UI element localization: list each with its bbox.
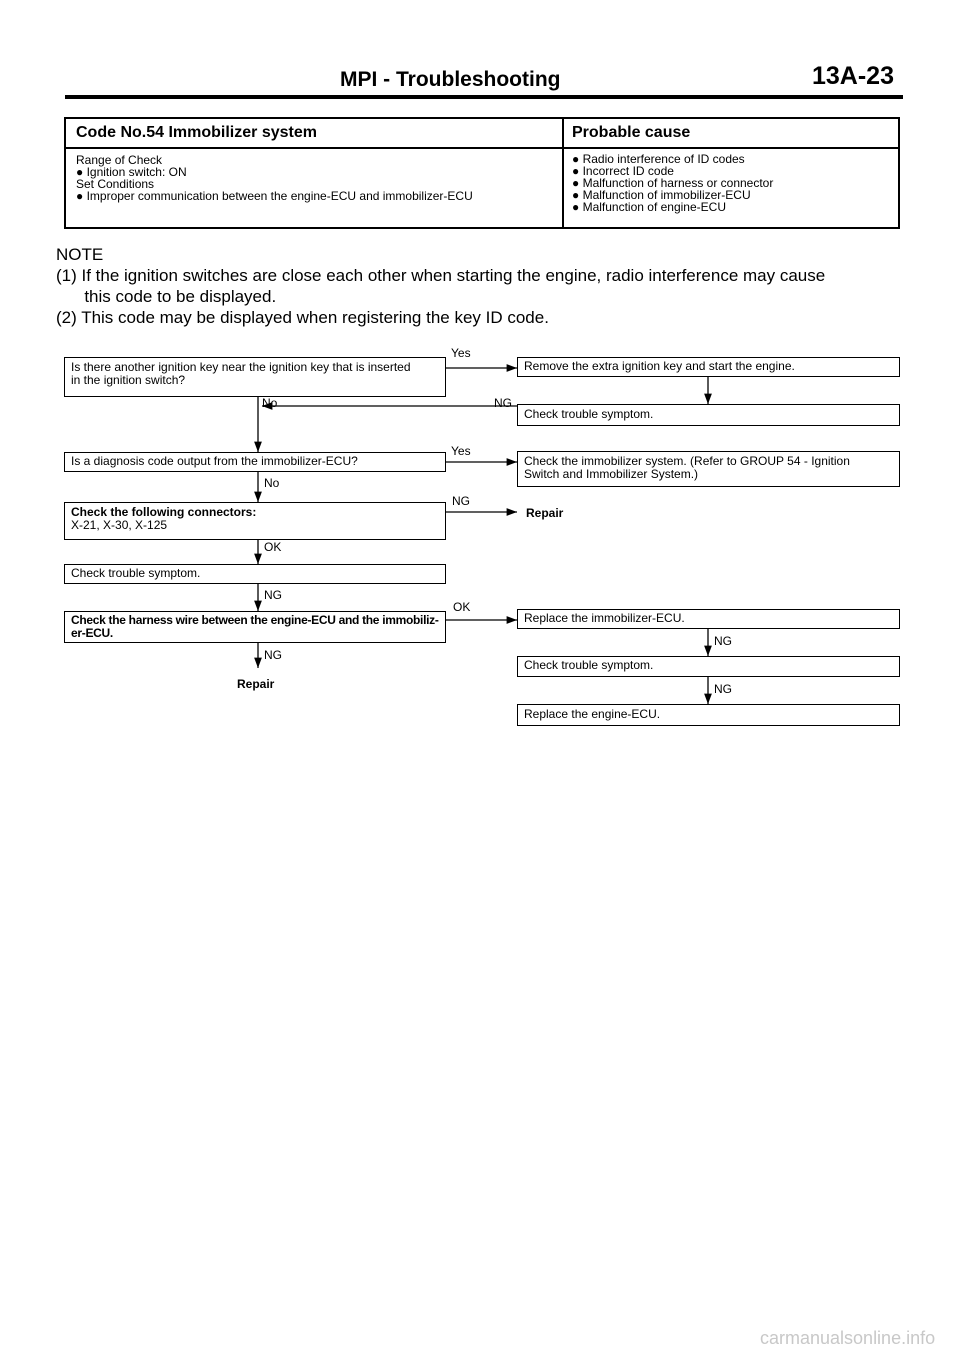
probable-cause-title: Probable cause <box>572 124 691 141</box>
label-ng: NG <box>714 682 732 696</box>
repair-text: Repair <box>237 677 275 691</box>
check-trouble-symptom-3: Check trouble symptom. <box>517 656 900 677</box>
label-ng: NG <box>452 494 470 508</box>
label-yes: Yes <box>451 346 471 360</box>
label-no: No <box>264 476 280 490</box>
label-ok: OK <box>453 600 471 614</box>
action-check-immobilizer-system: Check the immobilizer system. (Refer to GROUP 54 - Ignition Switch and Immobilizer System.) <box>517 451 900 487</box>
action-replace-engine-ecu: Replace the engine-ECU. <box>517 704 900 726</box>
note-line: (1) If the ignition switches are close each other when starting the engine, radio interference may cause <box>56 266 826 285</box>
question-extra-key: Is there another ignition key near the ignition key that is inserted in the ignition switch? <box>64 357 446 397</box>
probable-cause-list: ● Radio interference of ID codes ● Incorrect ID code ● Malfunction of harness or connector ● Malfunction of immobilizer-ECU ● Malfunction of engine-ECU <box>572 152 774 214</box>
code-title: Code No.54 Immobilizer system <box>76 124 317 141</box>
note-heading: NOTE <box>56 245 104 264</box>
label-ng: NG <box>494 396 512 410</box>
check-trouble-symptom-2: Check trouble symptom. <box>64 564 446 584</box>
page-number: 13A-23 <box>812 62 894 90</box>
check-connectors: Check the following connectors: X-21, X-30, X-125 <box>64 502 446 540</box>
label-ng: NG <box>264 648 282 662</box>
label-ng: NG <box>714 634 732 648</box>
check-trouble-symptom-1: Check trouble symptom. <box>517 404 900 426</box>
question-diagnosis-code: Is a diagnosis code output from the immobilizer-ECU? <box>64 452 446 472</box>
action-replace-immobilizer-ecu: Replace the immobilizer-ECU. <box>517 609 900 629</box>
label-no: No <box>262 396 278 410</box>
note-line: (2) This code may be displayed when registering the key ID code. <box>56 308 549 327</box>
range-of-check: Range of Check ● Ignition switch: ON Set Conditions ● Improper communication between the engine-ECU and immobilizer-ECU <box>76 153 473 203</box>
check-harness-wire: Check the harness wire between the engine-ECU and the immobiliz- er-ECU. <box>64 611 446 643</box>
note-line: this code to be displayed. <box>56 287 277 306</box>
label-ng: NG <box>264 588 282 602</box>
label-yes: Yes <box>451 444 471 458</box>
label-ok: OK <box>264 540 282 554</box>
page-title: MPI - Troubleshooting <box>340 68 561 91</box>
footer-watermark: carmanualsonline.info <box>760 1328 936 1348</box>
repair-text: Repair <box>526 506 564 520</box>
action-remove-extra-key: Remove the extra ignition key and start the engine. <box>517 357 900 377</box>
